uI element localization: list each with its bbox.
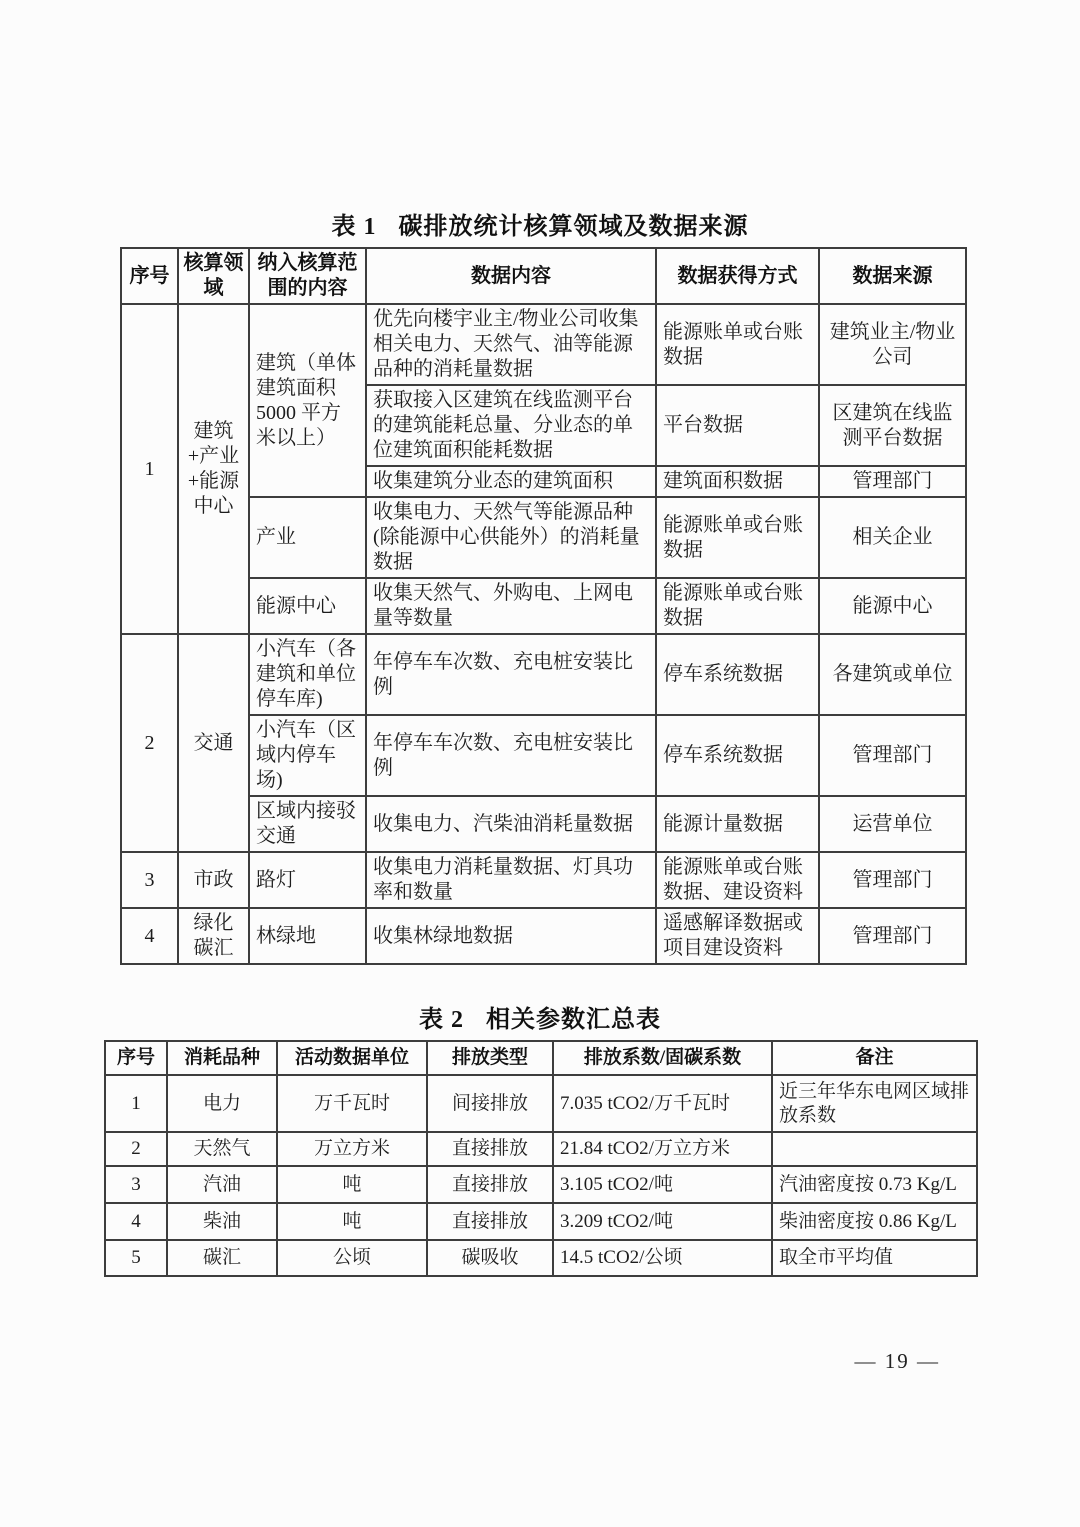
t1-source-cell: 区建筑在线监测平台数据 xyxy=(819,385,966,466)
t2-emission-type-cell: 直接排放 xyxy=(427,1203,553,1240)
t1-method-cell: 能源账单或台账数据、建设资料 xyxy=(656,852,819,908)
t1-scope-cell: 区域内接驳交通 xyxy=(249,796,366,852)
t1-scope-cell: 产业 xyxy=(249,497,366,578)
t2-emission-type-cell: 直接排放 xyxy=(427,1166,553,1203)
t2-seq-cell: 2 xyxy=(105,1132,167,1166)
t1-content-cell: 收集电力、汽柴油消耗量数据 xyxy=(366,796,656,852)
t1-content-cell: 收集天然气、外购电、上网电量等数量 xyxy=(366,578,656,634)
t1-scope-cell: 建筑（单体建筑面积 5000 平方米以上） xyxy=(249,304,366,497)
t1-area-cell: 建筑+产业+能源中心 xyxy=(178,304,249,634)
t1-area-cell: 市政 xyxy=(178,852,249,908)
t1-method-cell: 平台数据 xyxy=(656,385,819,466)
table-row xyxy=(105,1075,977,1132)
t1-method-cell: 能源账单或台账数据 xyxy=(656,497,819,578)
t2-unit-cell: 公顷 xyxy=(277,1240,427,1276)
table-row xyxy=(105,1203,977,1240)
t2-remark-cell: 取全市平均值 xyxy=(772,1240,977,1276)
table2-parameters xyxy=(104,1040,978,1277)
t1-scope-cell: 小汽车（区域内停车场) xyxy=(249,715,366,796)
t1-header-area: 核算领域 xyxy=(178,248,249,304)
t2-factor-cell: 7.035 tCO2/万千瓦时 xyxy=(553,1075,772,1132)
t1-content-cell: 优先向楼宇业主/物业公司收集相关电力、天然气、油等能源品种的消耗量数据 xyxy=(366,304,656,385)
t2-remark-cell: 汽油密度按 0.73 Kg/L xyxy=(772,1166,977,1203)
t2-factor-cell: 14.5 tCO2/公顷 xyxy=(553,1240,772,1276)
t2-factor-cell: 3.209 tCO2/吨 xyxy=(553,1203,772,1240)
t1-method-cell: 遥感解译数据或项目建设资料 xyxy=(656,908,819,964)
t1-area-cell: 绿化碳汇 xyxy=(178,908,249,964)
t1-content-cell: 收集电力消耗量数据、灯具功率和数量 xyxy=(366,852,656,908)
t1-seq-cell: 3 xyxy=(121,852,178,908)
t2-header-remark: 备注 xyxy=(772,1041,977,1075)
t1-method-cell: 能源账单或台账数据 xyxy=(656,578,819,634)
table2-title-number: 表 2 xyxy=(419,1007,464,1033)
t1-source-cell: 管理部门 xyxy=(819,908,966,964)
t1-seq-cell: 4 xyxy=(121,908,178,964)
t1-source-cell: 运营单位 xyxy=(819,796,966,852)
t1-method-cell: 能源账单或台账数据 xyxy=(656,304,819,385)
t2-header-factor: 排放系数/固碳系数 xyxy=(553,1041,772,1075)
t2-header-unit: 活动数据单位 xyxy=(277,1041,427,1075)
t2-factor-cell: 3.105 tCO2/吨 xyxy=(553,1166,772,1203)
t2-remark-cell: 近三年华东电网区域排放系数 xyxy=(772,1075,977,1132)
t2-emission-type-cell: 碳吸收 xyxy=(427,1240,553,1276)
t2-type-cell: 天然气 xyxy=(167,1132,277,1166)
t1-seq-cell: 2 xyxy=(121,634,178,852)
t1-source-cell: 建筑业主/物业公司 xyxy=(819,304,966,385)
table-row xyxy=(105,1166,977,1203)
t2-remark-cell: 柴油密度按 0.86 Kg/L xyxy=(772,1203,977,1240)
t1-scope-cell: 林绿地 xyxy=(249,908,366,964)
t2-type-cell: 碳汇 xyxy=(167,1240,277,1276)
t1-content-cell: 收集林绿地数据 xyxy=(366,908,656,964)
t1-content-cell: 年停车车次数、充电桩安装比例 xyxy=(366,634,656,715)
table-row xyxy=(121,304,966,385)
t2-type-cell: 电力 xyxy=(167,1075,277,1132)
table1-accounting-fields xyxy=(120,247,967,965)
t2-header-seq: 序号 xyxy=(105,1041,167,1075)
t1-content-cell: 收集电力、天然气等能源品种(除能源中心供能外）的消耗量数据 xyxy=(366,497,656,578)
t2-type-cell: 柴油 xyxy=(167,1203,277,1240)
t1-method-cell: 停车系统数据 xyxy=(656,634,819,715)
t1-source-cell: 能源中心 xyxy=(819,578,966,634)
t2-remark-cell xyxy=(772,1132,977,1166)
t1-source-cell: 管理部门 xyxy=(819,852,966,908)
t2-seq-cell: 4 xyxy=(105,1203,167,1240)
t2-seq-cell: 5 xyxy=(105,1240,167,1276)
table-row xyxy=(121,852,966,908)
t1-source-cell: 各建筑或单位 xyxy=(819,634,966,715)
t1-content-cell: 年停车车次数、充电桩安装比例 xyxy=(366,715,656,796)
t1-content-cell: 收集建筑分业态的建筑面积 xyxy=(366,466,656,497)
t1-scope-cell: 小汽车（各建筑和单位停车库) xyxy=(249,634,366,715)
t2-header-type: 消耗品种 xyxy=(167,1041,277,1075)
t2-unit-cell: 吨 xyxy=(277,1166,427,1203)
table-row xyxy=(105,1240,977,1276)
t1-header-source: 数据来源 xyxy=(819,248,966,304)
table1-title-number: 表 1 xyxy=(331,214,377,240)
page-number: — 19 — xyxy=(854,1349,940,1373)
t2-emission-type-cell: 间接排放 xyxy=(427,1075,553,1132)
t1-method-cell: 停车系统数据 xyxy=(656,715,819,796)
table-row xyxy=(105,1132,977,1166)
t2-emission-type-cell: 直接排放 xyxy=(427,1132,553,1166)
t1-content-cell: 获取接入区建筑在线监测平台的建筑能耗总量、分业态的单位建筑面积能耗数据 xyxy=(366,385,656,466)
t1-scope-cell: 能源中心 xyxy=(249,578,366,634)
table1-title xyxy=(0,206,1080,241)
table1-title-text: 碳排放统计核算领域及数据来源 xyxy=(398,214,749,240)
t1-header-scope: 纳入核算范围的内容 xyxy=(249,248,366,304)
t2-unit-cell: 万千瓦时 xyxy=(277,1075,427,1132)
table-row xyxy=(121,908,966,964)
t1-header-content: 数据内容 xyxy=(366,248,656,304)
t1-method-cell: 建筑面积数据 xyxy=(656,466,819,497)
t1-header-method: 数据获得方式 xyxy=(656,248,819,304)
t1-header-seq: 序号 xyxy=(121,248,178,304)
t1-seq-cell: 1 xyxy=(121,304,178,634)
t1-method-cell: 能源计量数据 xyxy=(656,796,819,852)
t1-source-cell: 管理部门 xyxy=(819,466,966,497)
t2-header-emission-type: 排放类型 xyxy=(427,1041,553,1075)
t1-scope-cell: 路灯 xyxy=(249,852,366,908)
t2-unit-cell: 吨 xyxy=(277,1203,427,1240)
table2-title-text: 相关参数汇总表 xyxy=(486,1007,661,1033)
t1-source-cell: 相关企业 xyxy=(819,497,966,578)
t2-seq-cell: 1 xyxy=(105,1075,167,1132)
table-row xyxy=(121,634,966,715)
table2-title xyxy=(0,999,1080,1034)
t1-source-cell: 管理部门 xyxy=(819,715,966,796)
t2-seq-cell: 3 xyxy=(105,1166,167,1203)
t1-area-cell: 交通 xyxy=(178,634,249,852)
t2-unit-cell: 万立方米 xyxy=(277,1132,427,1166)
t2-factor-cell: 21.84 tCO2/万立方米 xyxy=(553,1132,772,1166)
t2-type-cell: 汽油 xyxy=(167,1166,277,1203)
